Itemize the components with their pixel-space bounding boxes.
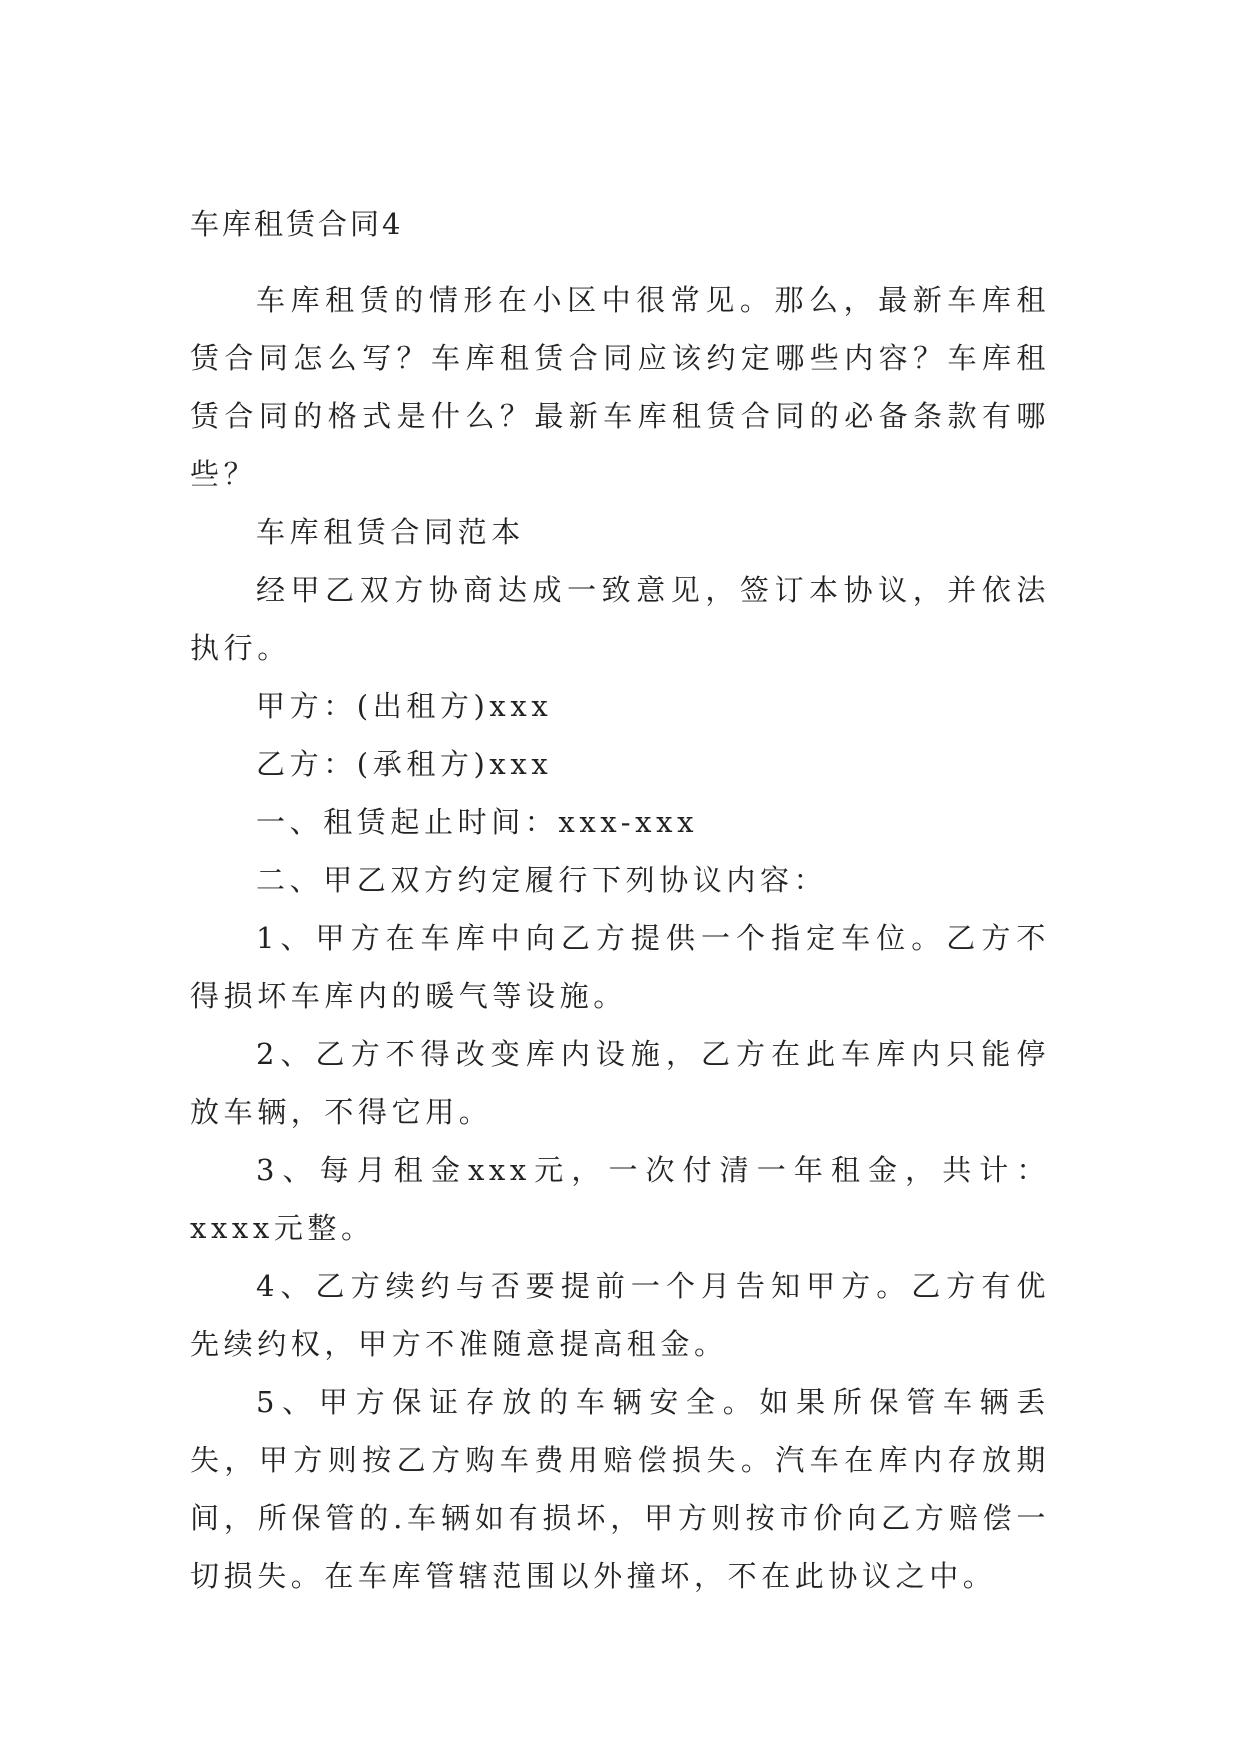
clause-3: 3、每月租金xxx元，一次付清一年租金，共计：xxxx元整。: [190, 1153, 1050, 1245]
party-b: 乙方：(承租方)xxx: [256, 747, 553, 781]
intro-paragraph: 车库租赁的情形在小区中很常见。那么，最新车库租赁合同怎么写？车库租赁合同应该约定哪些内容？车库租赁合同的格式是什么？最新车库租赁合同的必备条款有哪些？: [190, 283, 1050, 491]
party-a: 甲方：(出租方)xxx: [256, 689, 553, 723]
clause-4: 4、乙方续约与否要提前一个月告知甲方。乙方有优先续约权，甲方不准随意提高租金。: [190, 1269, 1050, 1361]
template-heading: 车库租赁合同范本: [256, 515, 525, 549]
clause-2: 2、乙方不得改变库内设施，乙方在此车库内只能停放车辆，不得它用。: [190, 1037, 1050, 1129]
document-title: 车库租赁合同4: [190, 207, 404, 241]
agreement-preamble: 经甲乙双方协商达成一致意见，签订本协议，并依法执行。: [190, 573, 1050, 665]
clause-1: 1、甲方在车库中向乙方提供一个指定车位。乙方不得损坏车库内的暖气等设施。: [190, 921, 1050, 1013]
agreement-terms-heading: 二、甲乙双方约定履行下列协议内容：: [256, 863, 828, 897]
lease-period-clause: 一、租赁起止时间：xxx-xxx: [256, 805, 699, 839]
clause-5: 5、甲方保证存放的车辆安全。如果所保管车辆丢失，甲方则按乙方购车费用赔偿损失。汽车在库内存放期间，所保管的.车辆如有损坏，甲方则按市价向乙方赔偿一切损失。在车库管辖范围以外撞坏，不在此协议之中。: [190, 1385, 1050, 1593]
document-body: [190, 195, 1050, 1605]
